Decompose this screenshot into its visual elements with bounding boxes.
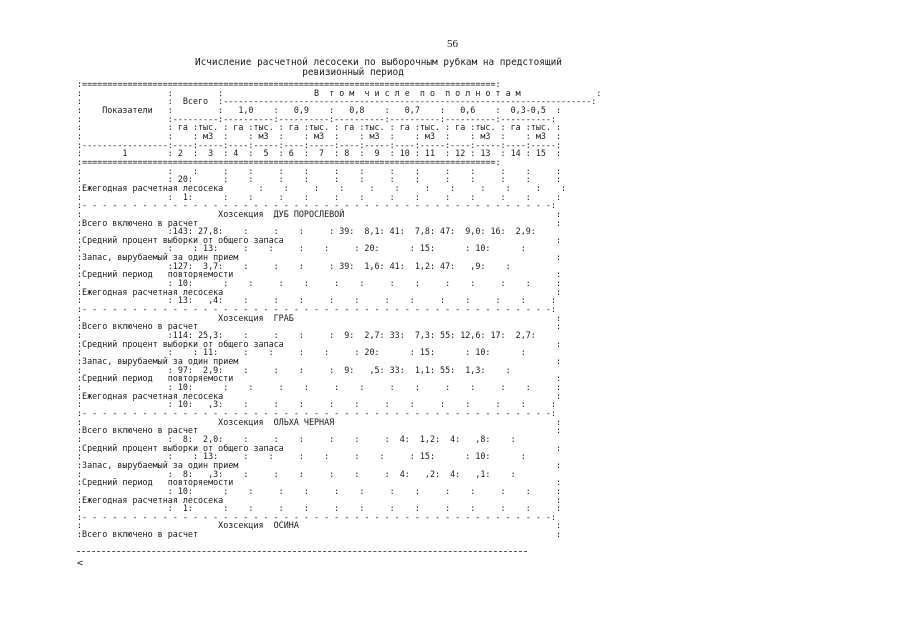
bottom-rule (77, 551, 527, 552)
page-number: 56 (447, 38, 458, 50)
document-title: Исчисление расчетной лесосеки по выборочным рубкам на предстоящий ревизионный период (195, 57, 562, 78)
footnote-mark: < (77, 558, 84, 569)
felling-calculation-table: :==================================================================================: : : : В т о м ч и с л е п о п о л н о т а м : : : Всего :-------------------------------------------------------------------------: : Показатели : : 1,0 : 0,9 : 0,8 : 0,7 : 0,6 : 0,3-0,5 : : :---------:----------:----------:----------:----------:----------:----------: : : га :тыс. : га :тыс. : га :тыс. : га :тыс. : га :тыс. : га :тыс. : га :тыс. : : : : м3 : : м3 : : м3 : : м3 : : м3 : : м3 : : м3 : :-----------------:----:-----:----:-----:----:-----:----:-----:----:-----:----:-----:----:-----: : 1 : 2 : 3 : 4 : 5 : 6 : 7 : 8 : 9 : 10 : 11 : 12 : 13 : 14 : 15 : :==================================================================================: : : : : : : : : : : : : : : : : : : 20: : : : : : : : : : : : : : :Ежегодная расчетная лесосека : : : : : : : : : : : : : : 1: : : : : : : : : : : : : : :- - - - - - - - - - - - - - - - - - - - - - - - - - - - - - - - - - - - - - - - - - - - - - -: : Хозсекция ДУБ ПОРОСЛЕВОЙ : :Всего включено в расчет : : :143: 27,8: : : : : 39: 8,1: 41: 7,8: 47: 9,0: 16: 2,9: :Средний процент выборки от общего запаса : : : : 13: : : : : : 20: : 15: : 10: : :Запас, вырубаемый за один прием : : :127: 3,7: : : : : 39: 1,6: 41: 1,2: 47: ,9: : :Средний период повторяемости : : : 10: : : : : : : : : : : : : : :Ежегодная расчетная лесосека : : : 13: ,4: : : : : : : : : : : : : :- - - - - - - - - - - - - - - - - - - - - - - - - - - - - - - - - - - - - - - - - - - - - - -: : Хозсекция ГРАБ : :Всего включено в расчет : : :114: 25,3: : : : : 9: 2,7: 33: 7,3: 55: 12,6: 17: 2,7: :Средний процент выборки от общего запаса : : : : 11: : : : : : 20: : 15: : 10: : :Запас, вырубаемый за один прием : : : 97: 2,9: : : : : 9: ,5: 33: 1,1: 55: 1,3: : :Средний период повторяемости : : : 10: : : : : : : : : : : : : : :Ежегодная расчетная лесосека : : : 10: ,3: : : : : : : : : : : : : :- - - - - - - - - - - - - - - - - - - - - - - - - - - - - - - - - - - - - - - - - - - - - - -: : Хозсекция ОЛЬХА ЧЕРНАЯ : :Всего включено в расчет : : : 8: 2,0: : : : : : : 4: 1,2: 4: ,8: : :Средний процент выборки от общего запаса : : : : 13: : : : : : : : 15: : 10: : :Запас, вырубаемый за один прием : : : 8: ,3: : : : : : : 4: ,2: 4: ,1: : :Средний период повторяемости : : : 10: : : : : : : : : : : : : : :Ежегодная расчетная лесосека : : : 1: : : : : : : : : : : : : : :- - - - - - - - - - - - - - - - - - - - - - - - - - - - - - - - - - - - - - - - - - - - - - -: : Хозсекция ОСИНА : :Всего включено в расчет : (77, 79, 602, 540)
